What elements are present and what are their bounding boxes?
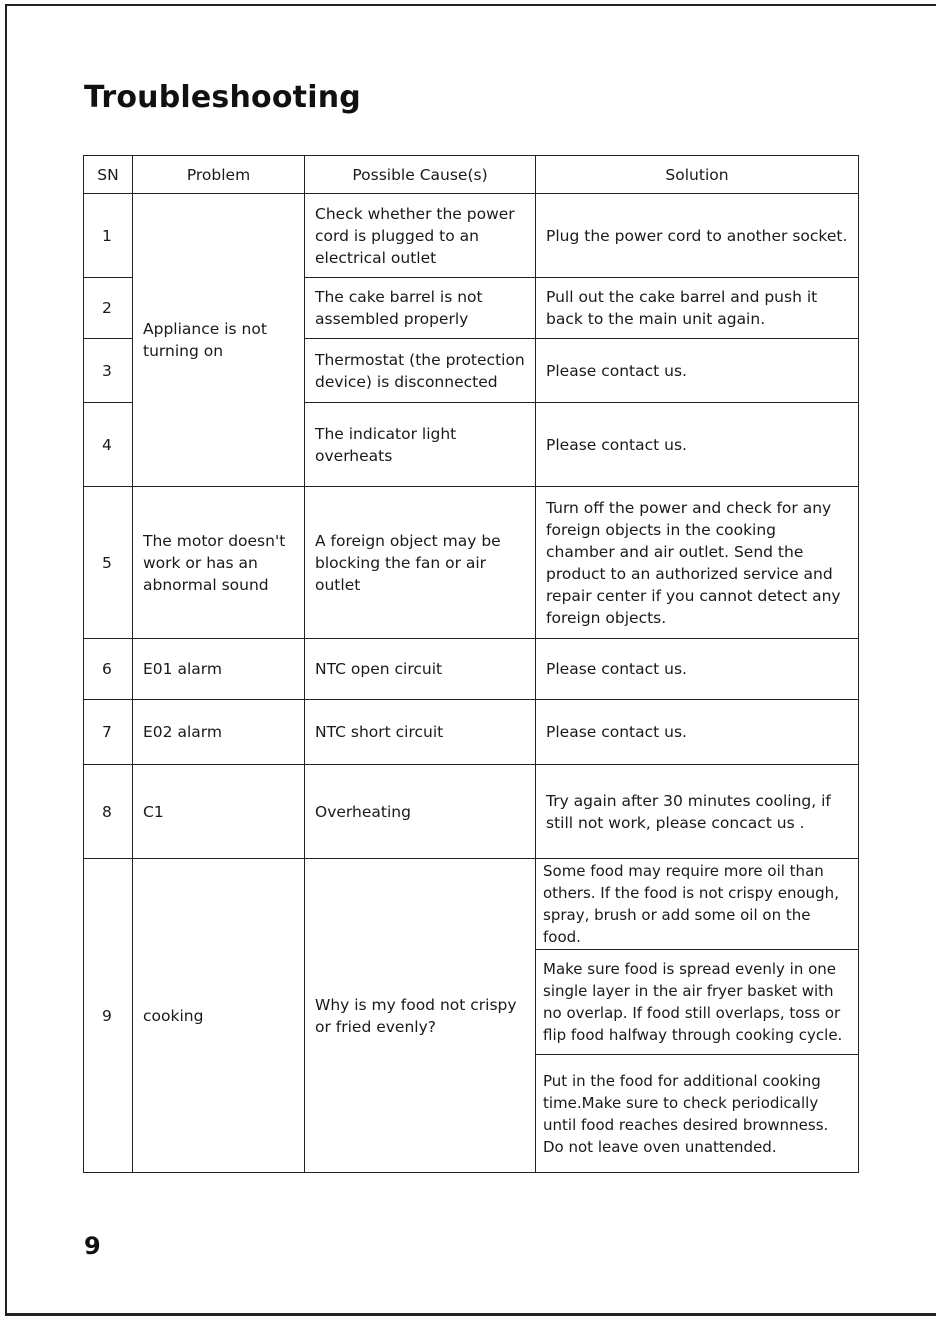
sn-cell: 9 <box>84 859 133 1173</box>
problem-cell: E02 alarm <box>133 700 305 765</box>
solution-cell: Plug the power cord to another socket. <box>536 194 859 278</box>
sn-cell: 4 <box>84 403 133 487</box>
solution-cell: Pull out the cake barrel and push it back to the main unit again. <box>536 278 859 339</box>
cause-cell: NTC open circuit <box>305 639 536 700</box>
cause-cell: Thermostat (the protection device) is disconnected <box>305 339 536 403</box>
cause-cell: Why is my food not crispy or fried evenly? <box>305 859 536 1173</box>
table-row <box>84 765 859 859</box>
solution-cell: Some food may require more oil than others. If the food is not crispy enough, spray, brush or add some oil on the food. <box>536 859 859 950</box>
cause-cell: NTC short circuit <box>305 700 536 765</box>
header-cause: Possible Cause(s) <box>305 156 536 194</box>
solution-cell: Please contact us. <box>536 339 859 403</box>
table-row <box>84 487 859 639</box>
sn-cell: 5 <box>84 487 133 639</box>
page-number: 9 <box>84 1232 101 1260</box>
header-sn: SN <box>84 156 133 194</box>
sn-cell: 3 <box>84 339 133 403</box>
solution-cell: Turn off the power and check for any foreign objects in the cooking chamber and air outlet. Send the product to an authorized service and repair center if you cannot detect any foreign objects. <box>536 487 859 639</box>
header-solution: Solution <box>536 156 859 194</box>
table-row <box>84 859 859 950</box>
table-row <box>84 639 859 700</box>
table-header-row <box>84 156 859 194</box>
problem-cell: The motor doesn't work or has an abnormal sound <box>133 487 305 639</box>
table-row <box>84 194 859 278</box>
sn-cell: 8 <box>84 765 133 859</box>
cause-cell: The indicator light overheats <box>305 403 536 487</box>
sn-cell: 7 <box>84 700 133 765</box>
table-row <box>84 700 859 765</box>
cause-cell: Check whether the power cord is plugged to an electrical outlet <box>305 194 536 278</box>
header-problem: Problem <box>133 156 305 194</box>
problem-cell: cooking <box>133 859 305 1173</box>
cause-cell: A foreign object may be blocking the fan or air outlet <box>305 487 536 639</box>
solution-cell: Put in the food for additional cooking time.Make sure to check periodically until food reaches desired brownness. Do not leave oven unattended. <box>536 1055 859 1173</box>
cause-cell: Overheating <box>305 765 536 859</box>
page-title: Troubleshooting <box>84 80 361 115</box>
troubleshooting-table <box>83 155 859 1173</box>
solution-cell: Please contact us. <box>536 700 859 765</box>
solution-cell: Please contact us. <box>536 639 859 700</box>
solution-cell: Make sure food is spread evenly in one single layer in the air fryer basket with no overlap. If food still overlaps, toss or flip food halfway through cooking cycle. <box>536 950 859 1055</box>
cause-cell: The cake barrel is not assembled properly <box>305 278 536 339</box>
solution-cell: Try again after 30 minutes cooling, if still not work, please concact us . <box>536 765 859 859</box>
problem-cell: E01 alarm <box>133 639 305 700</box>
problem-cell: C1 <box>133 765 305 859</box>
solution-cell: Please contact us. <box>536 403 859 487</box>
sn-cell: 1 <box>84 194 133 278</box>
problem-cell: Appliance is not turning on <box>133 194 305 487</box>
sn-cell: 6 <box>84 639 133 700</box>
sn-cell: 2 <box>84 278 133 339</box>
